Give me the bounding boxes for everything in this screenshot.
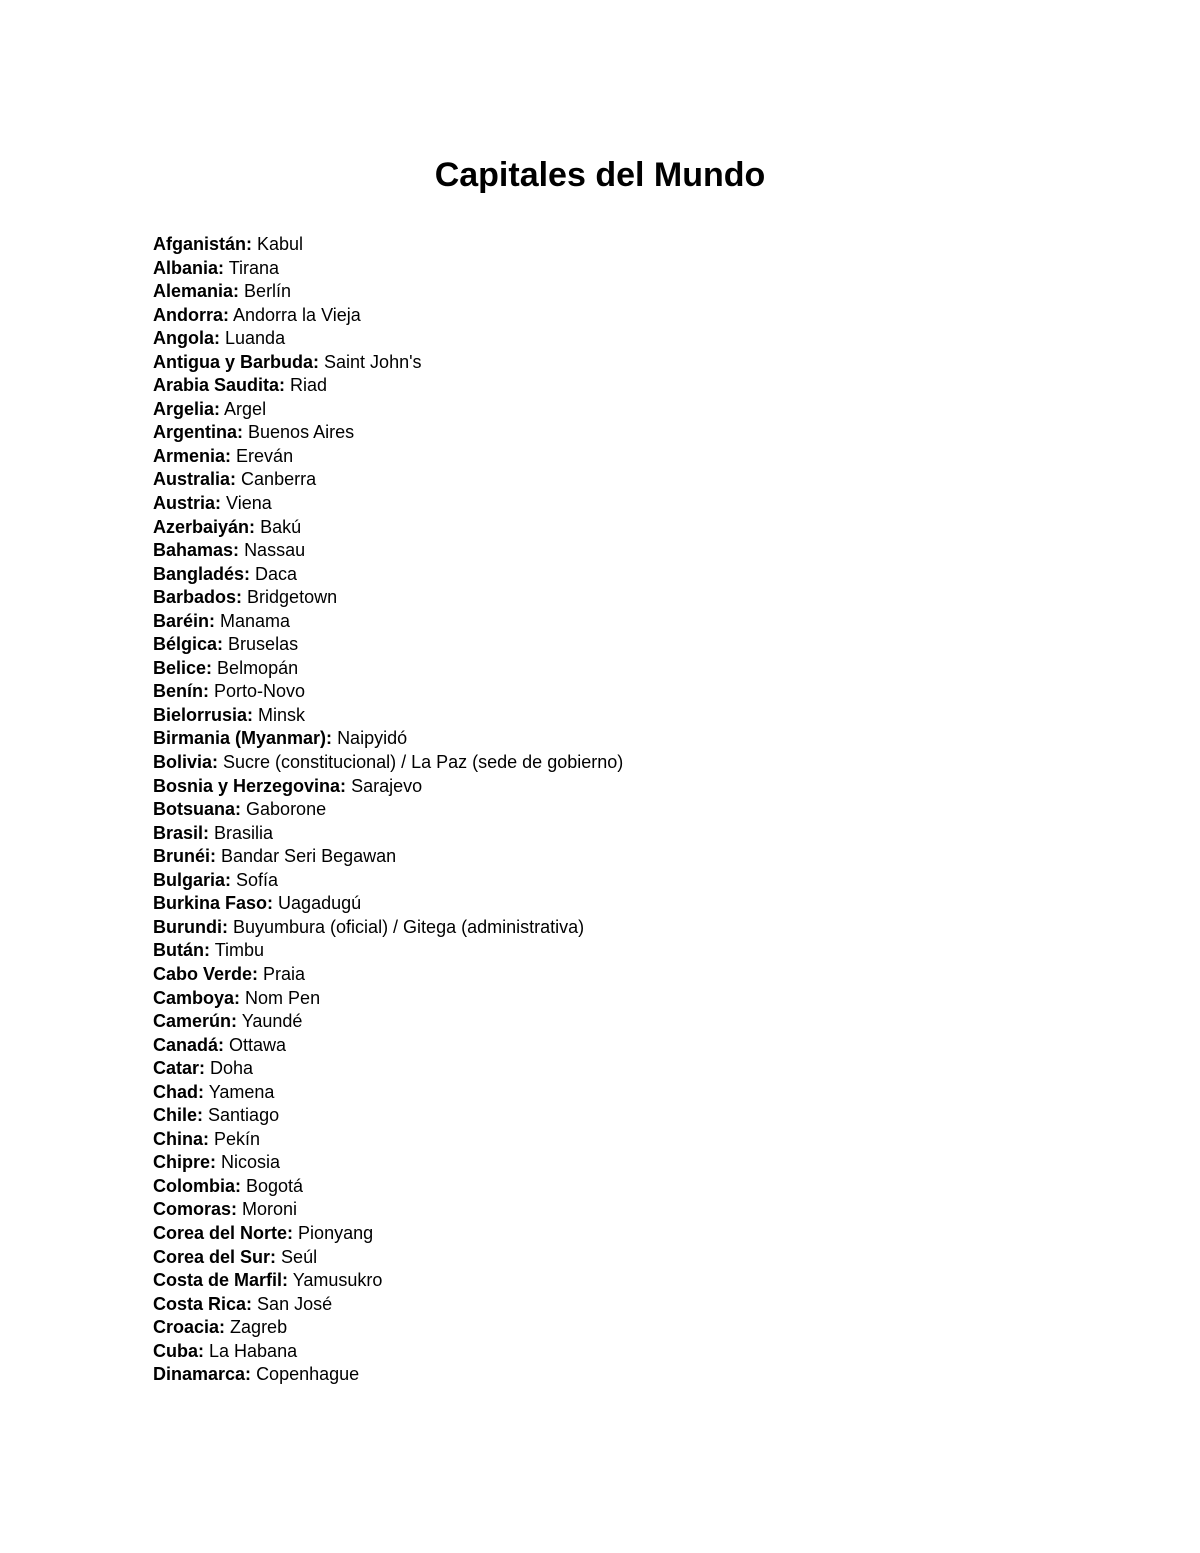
country-name: Costa de Marfil: (153, 1270, 289, 1291)
capital-name: Yamena (208, 1081, 275, 1102)
list-item (153, 1269, 623, 1293)
list-item (153, 845, 623, 869)
country-name: Belice: (153, 657, 213, 678)
capital-name: Berlín (244, 281, 292, 302)
country-name: Barbados: (153, 587, 243, 608)
list-item (153, 1198, 623, 1222)
capital-name: Copenhague (256, 1364, 360, 1385)
list-item (153, 445, 623, 469)
country-name: Chad: (153, 1081, 204, 1102)
country-name: Australia: (153, 469, 237, 490)
list-item (153, 610, 623, 634)
capital-name: Argel (224, 398, 267, 419)
country-name: Argentina: (153, 422, 243, 443)
list-item (153, 1222, 623, 1246)
list-item (153, 1246, 623, 1270)
capital-name: Ereván (236, 445, 294, 466)
capital-name: Praia (263, 963, 306, 984)
country-name: Brunéi: (153, 846, 216, 867)
list-item (153, 987, 623, 1011)
country-name: Bolivia: (153, 752, 219, 773)
list-item (153, 374, 623, 398)
capital-name: Ottawa (229, 1034, 287, 1055)
capital-name: Porto-Novo (214, 681, 306, 702)
country-name: Bélgica: (153, 634, 224, 655)
capital-name: La Habana (209, 1340, 298, 1361)
capital-name: Bruselas (228, 634, 299, 655)
list-item (153, 516, 623, 540)
capital-name: Pionyang (298, 1222, 374, 1243)
list-item (153, 963, 623, 987)
country-name: Alemania: (153, 281, 240, 302)
list-item (153, 1316, 623, 1340)
list-item (153, 1363, 623, 1387)
country-name: Bangladés: (153, 563, 251, 584)
list-item (153, 351, 623, 375)
page-title: Capitales del Mundo (434, 156, 766, 194)
list-item (153, 1057, 623, 1081)
list-item (153, 1128, 623, 1152)
country-name: China: (153, 1128, 209, 1149)
capital-name: Daca (255, 563, 298, 584)
capital-name: Minsk (258, 704, 306, 725)
list-item (153, 657, 623, 681)
country-name: Afganistán: (153, 234, 252, 254)
country-name: Bielorrusia: (153, 704, 254, 725)
capital-name: Nicosia (221, 1152, 281, 1173)
capital-name: Pekín (214, 1128, 261, 1149)
list-item (153, 1104, 623, 1128)
capital-list (153, 233, 623, 1387)
list-item (153, 280, 623, 304)
country-name: Antigua y Barbuda: (153, 351, 320, 372)
capital-name: Timbu (214, 940, 265, 961)
list-item (153, 539, 623, 563)
list-item (153, 751, 623, 775)
list-item (153, 1151, 623, 1175)
country-name: Dinamarca: (153, 1364, 252, 1385)
capital-name: Doha (210, 1058, 254, 1079)
country-name: Comoras: (153, 1199, 238, 1220)
country-name: Bulgaria: (153, 869, 232, 890)
capital-name: Bridgetown (247, 587, 338, 608)
country-name: Baréin: (153, 610, 216, 631)
capital-name: Seúl (281, 1246, 318, 1267)
list-item (153, 1340, 623, 1364)
list-item (153, 1175, 623, 1199)
country-name: Argelia: (153, 398, 221, 419)
list-item (153, 398, 623, 422)
list-item (153, 727, 623, 751)
capital-name: Buenos Aires (248, 422, 355, 443)
capital-name: Luanda (225, 328, 286, 349)
capital-name: Uagadugú (278, 893, 362, 914)
list-item (153, 1034, 623, 1058)
country-name: Bután: (153, 940, 210, 961)
capital-name: Nassau (244, 540, 306, 561)
capital-name: Andorra la Vieja (233, 304, 361, 325)
list-item (153, 563, 623, 587)
country-name: Armenia: (153, 445, 232, 466)
capital-name: Sucre (constitucional) / La Paz (sede de gobierno) (223, 752, 624, 773)
country-name: Chile: (153, 1105, 204, 1126)
list-item (153, 1010, 623, 1034)
capital-name: Sarajevo (351, 775, 423, 796)
list-item (153, 680, 623, 704)
capital-name: Bandar Seri Begawan (221, 846, 397, 867)
capital-name: Belmopán (217, 657, 299, 678)
country-name: Azerbaiyán: (153, 516, 256, 537)
country-name: Bahamas: (153, 540, 240, 561)
country-name: Botsuana: (153, 799, 242, 820)
list-item (153, 869, 623, 893)
list-item (153, 775, 623, 799)
country-name: Camboya: (153, 987, 241, 1008)
list-item (153, 798, 623, 822)
country-name: Canadá: (153, 1034, 225, 1055)
list-item (153, 633, 623, 657)
country-name: Angola: (153, 328, 220, 349)
capital-name: Zagreb (230, 1317, 288, 1338)
list-item (153, 421, 623, 445)
capital-name: Gaborone (246, 799, 327, 820)
list-item (153, 1293, 623, 1317)
capital-name: Saint John's (324, 351, 422, 372)
country-name: Austria: (153, 493, 222, 514)
list-item (153, 304, 623, 328)
capital-name: Viena (226, 493, 272, 514)
list-item (153, 822, 623, 846)
list-item (153, 704, 623, 728)
list-item (153, 586, 623, 610)
capital-name: Manama (220, 610, 291, 631)
capital-name: San José (257, 1293, 333, 1314)
country-name: Burundi: (153, 916, 228, 937)
capital-name: Santiago (208, 1105, 280, 1126)
capital-name: Bogotá (246, 1175, 304, 1196)
list-item (153, 916, 623, 940)
country-name: Croacia: (153, 1317, 226, 1338)
capital-name: Tirana (228, 257, 280, 278)
country-name: Birmania (Myanmar): (153, 728, 333, 749)
capital-name: Brasilia (214, 822, 274, 843)
country-name: Arabia Saudita: (153, 375, 286, 396)
country-name: Corea del Sur: (153, 1246, 277, 1267)
list-item (153, 327, 623, 351)
list-item (153, 233, 623, 257)
country-name: Benín: (153, 681, 209, 702)
capital-name: Canberra (241, 469, 317, 490)
list-item (153, 1081, 623, 1105)
capital-name: Sofía (236, 869, 279, 890)
country-name: Bosnia y Herzegovina: (153, 775, 347, 796)
country-name: Corea del Norte: (153, 1222, 294, 1243)
capital-name: Riad (290, 375, 328, 396)
list-item (153, 892, 623, 916)
capital-name: Moroni (242, 1199, 298, 1220)
capital-name: Naipyidó (337, 728, 408, 749)
country-name: Costa Rica: (153, 1293, 253, 1314)
capital-name: Nom Pen (245, 987, 321, 1008)
country-name: Cuba: (153, 1340, 204, 1361)
capital-name: Bakú (260, 516, 302, 537)
country-name: Andorra: (153, 304, 229, 325)
list-item (153, 492, 623, 516)
country-name: Brasil: (153, 822, 210, 843)
country-name: Catar: (153, 1058, 206, 1079)
capital-name: Yaundé (241, 1011, 303, 1032)
country-name: Albania: (153, 257, 225, 278)
country-name: Camerún: (153, 1011, 238, 1032)
capital-name: Buyumbura (oficial) / Gitega (administrativa) (233, 916, 585, 937)
list-item (153, 939, 623, 963)
country-name: Chipre: (153, 1152, 216, 1173)
capital-name: Kabul (257, 234, 304, 254)
country-name: Burkina Faso: (153, 893, 274, 914)
list-item (153, 468, 623, 492)
list-item (153, 257, 623, 281)
country-name: Cabo Verde: (153, 963, 259, 984)
capital-name: Yamusukro (292, 1270, 383, 1291)
country-name: Colombia: (153, 1175, 241, 1196)
